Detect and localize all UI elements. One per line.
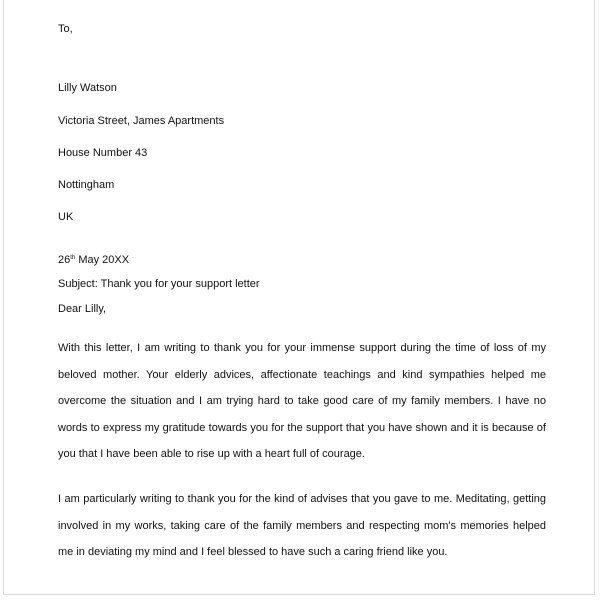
date-rest: May 20XX: [75, 254, 130, 266]
salutation-to: To,: [58, 23, 73, 35]
body-paragraph-2: I am particularly writing to thank you for the kind of advises that you gave to me. Meditating, getting involved in my works, taking care of the family members and respecting mom's memories helped me in deviating my mind and I feel blessed to have such a caring friend like you.: [58, 493, 546, 559]
address-line-1: Victoria Street, James Apartments: [58, 115, 225, 127]
address-line-2: House Number 43: [58, 147, 148, 159]
recipient-name: Lilly Watson: [58, 82, 117, 94]
body-paragraph-1: With this letter, I am writing to thank you for your immense support during the time of loss of my beloved mother. Your elderly advices, affectionate teachings and kind sympathies helped me overcome the situation and I am trying hard to take good care of my family members. I have no words to express my gratitude towards you for the support that you have shown and it is because of you that I have been able to rise up with a heart full of courage.: [58, 342, 546, 461]
city: Nottingham: [58, 179, 115, 191]
date-day: 26: [58, 254, 71, 266]
letter-date: [58, 251, 129, 267]
country: UK: [58, 211, 74, 223]
subject-line: Subject: Thank you for your support letter: [58, 278, 260, 290]
greeting: Dear Lilly,: [58, 303, 107, 315]
date-suffix: th: [70, 255, 76, 261]
